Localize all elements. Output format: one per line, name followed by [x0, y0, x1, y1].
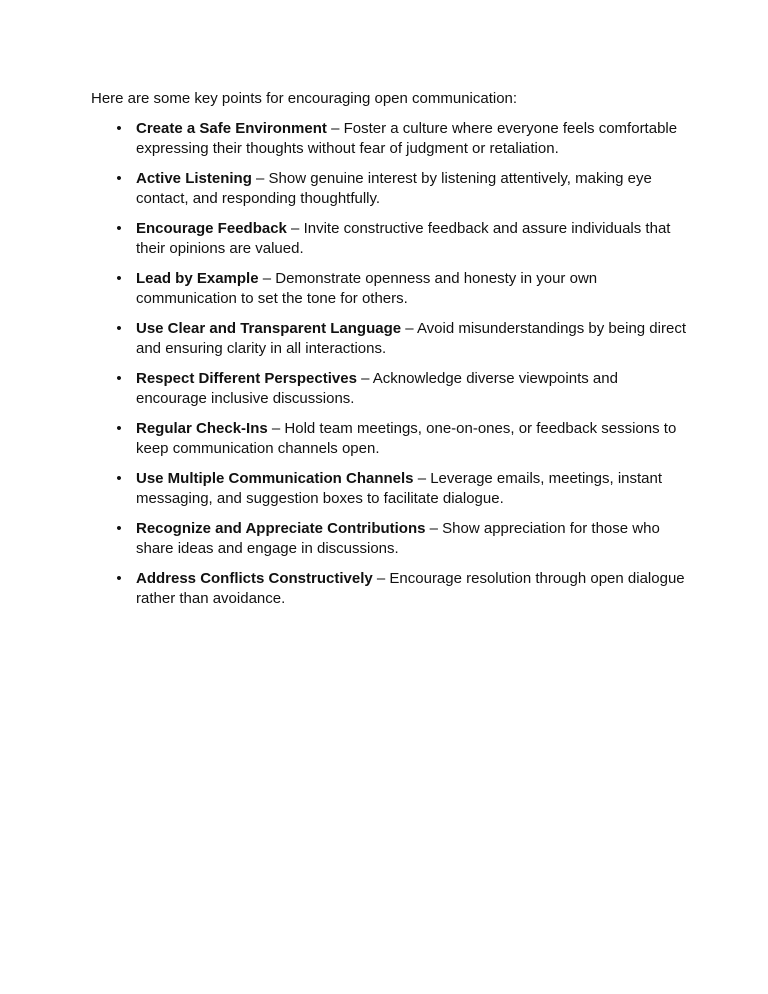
point-text: Invite constructive feedback and assure individuals that their opinions are valued.	[136, 220, 671, 257]
separator: –	[413, 470, 431, 487]
separator: –	[401, 320, 417, 337]
separator: –	[356, 370, 373, 387]
point-title: Use Clear and Transparent Language	[136, 320, 402, 337]
bullet-icon: •	[116, 270, 122, 287]
bullet-icon: •	[116, 420, 122, 437]
point-text: Show appreciation for those who share ideas and engage in discussions.	[136, 520, 660, 557]
bullet-icon: •	[116, 220, 122, 237]
bullet-icon: •	[116, 320, 122, 337]
bullet-icon: •	[116, 470, 122, 487]
point-text: Acknowledge diverse viewpoints and encourage inclusive discussions.	[136, 370, 618, 407]
key-points-list	[91, 119, 691, 619]
bullet-icon: •	[116, 370, 122, 387]
list-item	[91, 419, 691, 459]
point-text: Demonstrate openness and honesty in your own communication to set the tone for others.	[136, 270, 598, 307]
point-title: Regular Check-Ins	[136, 420, 268, 437]
point-text: Encourage resolution through open dialogue rather than avoidance.	[136, 570, 685, 607]
list-item	[91, 469, 691, 509]
separator: –	[267, 420, 285, 437]
point-title: Recognize and Appreciate Contributions	[136, 520, 426, 537]
point-title: Address Conflicts Constructively	[136, 570, 373, 587]
point-title: Respect Different Perspectives	[136, 370, 357, 387]
point-text: Show genuine interest by listening attentively, making eye contact, and responding thoughtfully.	[136, 170, 652, 207]
point-text: Avoid misunderstandings by being direct and ensuring clarity in all interactions.	[136, 320, 686, 357]
list-item	[91, 269, 691, 309]
bullet-icon: •	[116, 170, 122, 187]
point-text: Foster a culture where everyone feels comfortable expressing their thoughts without fear of judgment or retaliation.	[136, 120, 678, 157]
point-title: Lead by Example	[136, 270, 259, 287]
separator: –	[258, 270, 276, 287]
list-item	[91, 219, 691, 259]
list-item	[91, 319, 691, 359]
point-text: Hold team meetings, one-on-ones, or feedback sessions to keep communication channels open.	[136, 420, 677, 457]
list-item	[91, 569, 691, 609]
separator: –	[326, 120, 344, 137]
separator: –	[251, 170, 269, 187]
bullet-icon: •	[116, 120, 122, 137]
separator: –	[372, 570, 390, 587]
bullet-icon: •	[116, 520, 122, 537]
intro-paragraph: Here are some key points for encouraging open communication:	[91, 90, 518, 107]
list-item	[91, 169, 691, 209]
point-title: Active Listening	[136, 170, 252, 187]
separator: –	[286, 220, 304, 237]
list-item	[91, 519, 691, 559]
point-title: Use Multiple Communication Channels	[136, 470, 414, 487]
point-text: Leverage emails, meetings, instant messaging, and suggestion boxes to facilitate dialogue.	[136, 470, 663, 507]
list-item	[91, 369, 691, 409]
bullet-icon: •	[116, 570, 122, 587]
separator: –	[425, 520, 443, 537]
list-item	[91, 119, 691, 159]
point-title: Encourage Feedback	[136, 220, 287, 237]
point-title: Create a Safe Environment	[136, 120, 327, 137]
